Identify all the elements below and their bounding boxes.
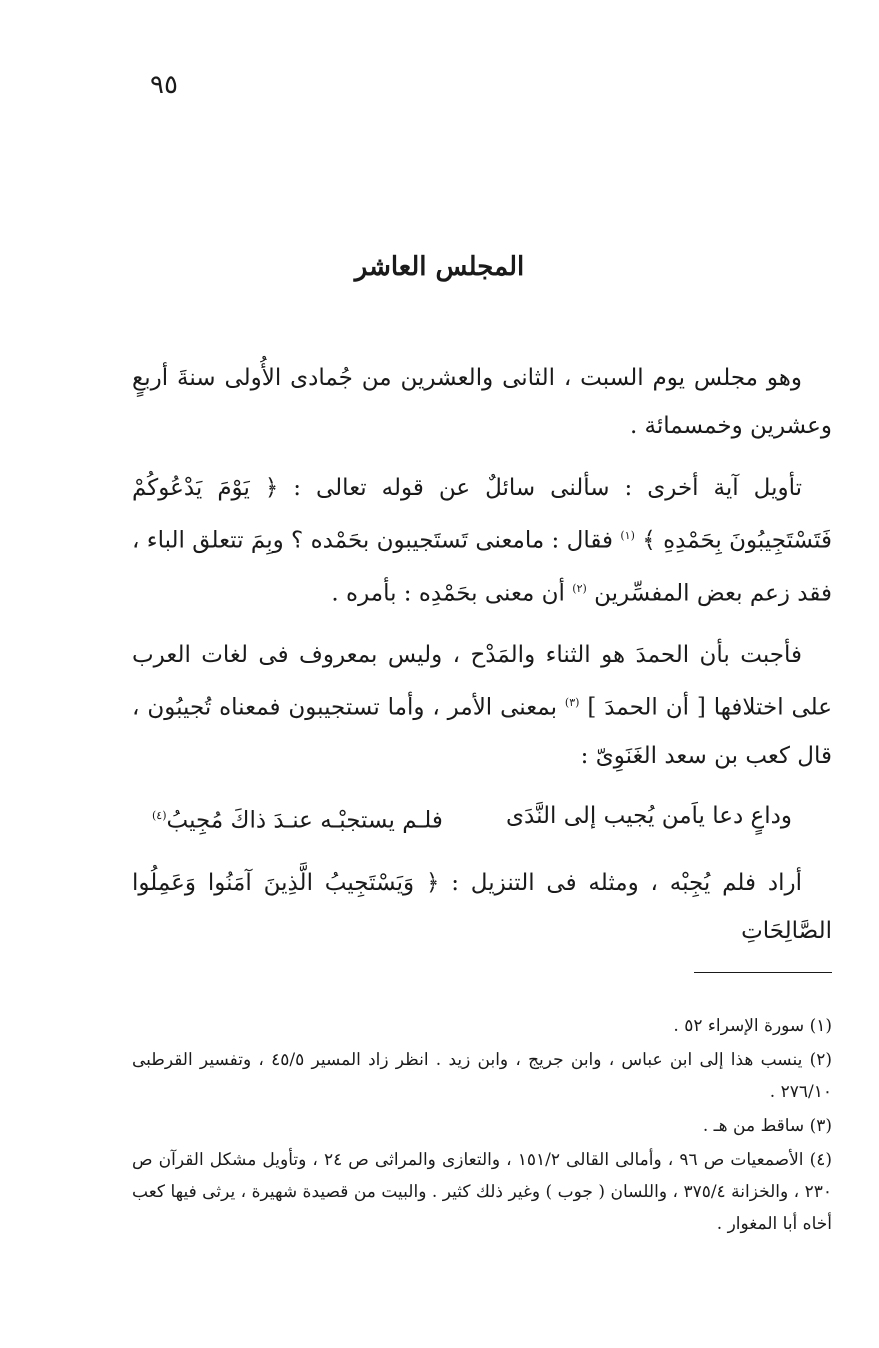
verse-hemistich-2-wrap [152, 794, 443, 843]
footnote-divider [694, 972, 832, 973]
footnote-ref-2: (٢) [572, 581, 587, 595]
question-text-c: أن معنى بحَمْدِه : بأمره . [331, 580, 565, 607]
answer-text-b: بمعنى الأمر ، وأما تستجيبون فمعناه تُجيبُون ، قال كعب بن سعد الغَنَوِىّ : [132, 694, 832, 769]
main-text [132, 354, 832, 969]
footnote-ref-4: (٤) [152, 808, 167, 822]
footnote-ref-1: (١) [620, 529, 635, 542]
closing-paragraph: أراد فلم يُجِبْه ، ومثله فى التنزيل : ﴿ وَيَسْتَجِيبُ الَّذِينَ آمَنُوا وَعَمِلُوا الصَّالِحَاتِ [132, 869, 832, 944]
footnote-2: (٢) ينسب هذا إلى ابن عباس ، وابن جريج ، وابن زيد . انظر زاد المسير ٤٥/٥ ، وتفسير القرطبى ٢٧٦/١٠ . [132, 1050, 832, 1102]
footnote-4: (٤) الأصمعيات ص ٩٦ ، وأمالى القالى ١٥١/٢ ، والتعازى والمراثى ص ٢٤ ، وتأويل مشكل القرآن ص ٢٣٠ ، والخزانة ٣٧٥/٤ ، واللسان ( جوب ) وغير ذلك كثير . والبيت من قصيدة شهيرة ، يرثى فيها كعب أخاه أبا المغوار . [132, 1150, 833, 1234]
question-text-b: فقال : مامعنى تَستَجيبون بحَمْده ؟ وبِمَ تتعلق الباء ، فقد زعم بعض المفسِّرين [132, 527, 832, 607]
answer-paragraph [132, 631, 832, 780]
verse-hemistich-2: فلـم يستجبْـه عنـدَ ذاكَ مُجِيبُ [166, 807, 443, 834]
footnote-3: (٣) ساقط من هـ . [702, 1116, 832, 1136]
verse-hemistich-1: وداعٍ دعا ياَمن يُجيب إلى النَّدَى [506, 802, 792, 829]
footnote-ref-3: (٣) [564, 696, 580, 710]
question-paragraph [132, 464, 832, 617]
footnotes [132, 1010, 832, 1242]
footnote-1: (١) سورة الإسراء ٥٢ . [673, 1016, 832, 1036]
poetry-verse [132, 794, 832, 843]
question-text-a: تأويل آية أخرى : سألنى سائلٌ عن قوله تعالى : ﴿ يَوْمَ يَدْعُوكُمْ فَتَسْتَجِيبُونَ بِحَمْدِهِ ﴾ [132, 475, 832, 554]
intro-paragraph: وهو مجلس يوم السبت ، الثانى والعشرين من جُمادى الأُولى سنةَ أربعٍ وعشرين وخمسمائة . [132, 365, 832, 439]
chapter-title: المجلس العاشر [354, 252, 525, 282]
answer-text-a: فأجبت بأن الحمدَ هو الثناء والمَدْح ، وليس بمعروف فى لغات العرب على اختلافها [ أن الحمدَ ] [132, 642, 833, 721]
page-number: ٩٥ [150, 70, 178, 100]
